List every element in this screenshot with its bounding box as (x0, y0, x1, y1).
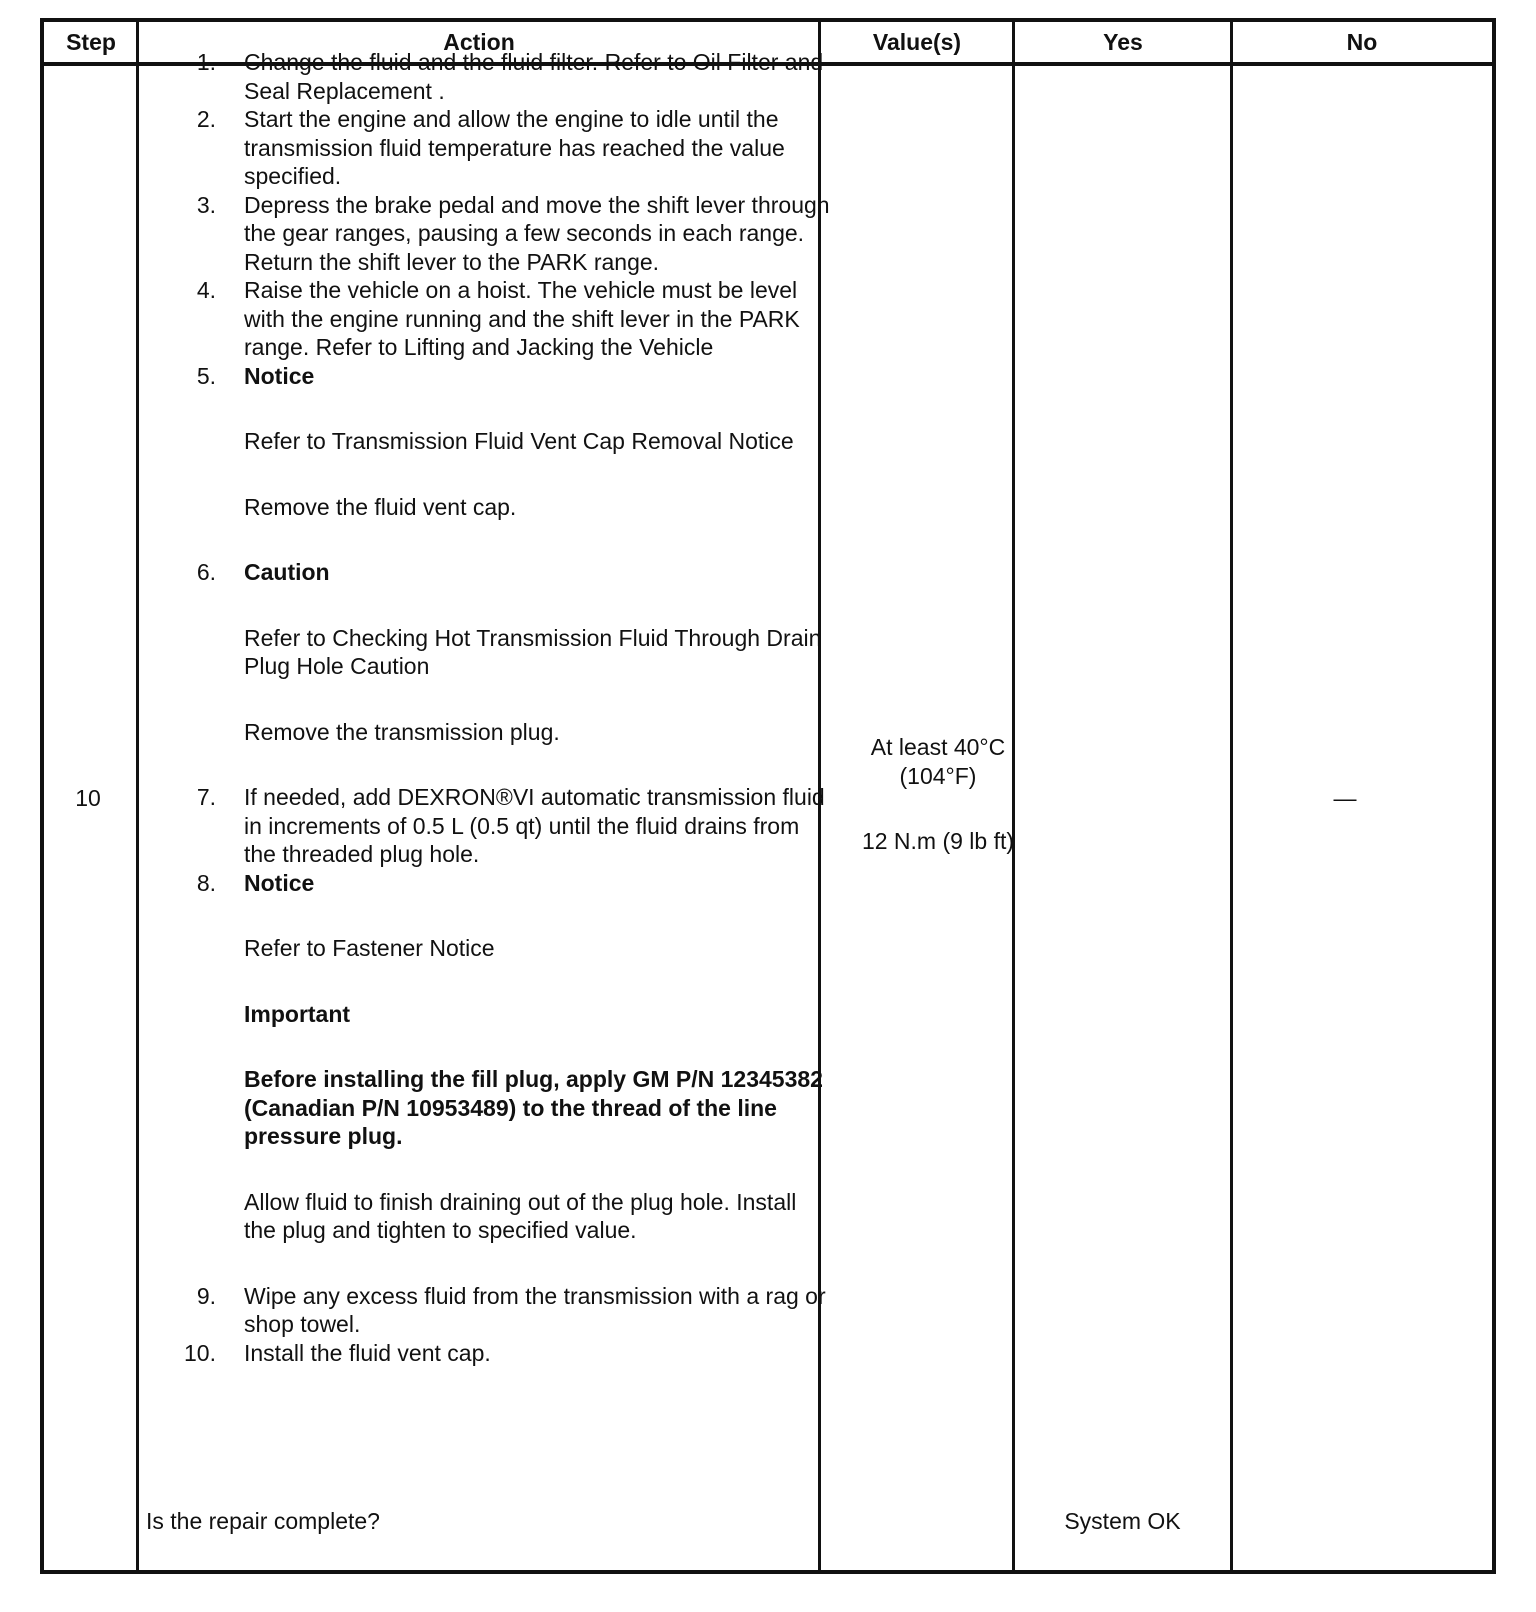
notice-heading: Notice (244, 362, 315, 389)
item-number: 5. (196, 362, 216, 389)
list-item (144, 362, 834, 559)
column-divider (1230, 22, 1233, 1570)
temperature-value: At least 40°C (104°F) (870, 734, 1006, 789)
item-text: Remove the fluid vent cap. (244, 493, 517, 520)
caution-heading: Caution (244, 559, 330, 585)
list-item (144, 48, 834, 105)
yes-result: System OK (1064, 1508, 1181, 1534)
no-result: — (1333, 785, 1357, 811)
list-item (144, 869, 834, 1282)
header-no: No (1346, 29, 1378, 55)
column-divider (136, 22, 139, 1570)
item-number: 9. (196, 1282, 216, 1309)
notice-reference: Refer to Fastener Notice (244, 935, 495, 961)
header-yes: Yes (1103, 29, 1143, 55)
item-text: Install the fluid vent cap. (244, 1339, 491, 1366)
item-number: 1. (196, 49, 216, 75)
item-text: Start the engine and allow the engine to idle until the transmission fluid temperature has reached the value specified. (244, 106, 785, 189)
list-item (144, 558, 834, 783)
question-text: Is the repair complete? (146, 1508, 380, 1534)
item-number: 2. (196, 106, 216, 132)
torque-value: 12 N.m (9 lb ft) (861, 828, 1015, 854)
item-number: 3. (196, 191, 216, 218)
header-step: Step (66, 29, 116, 55)
item-text: If needed, add DEXRON®VI automatic transmission fluid in increments of 0.5 L (0.5 qt) until the fluid drains from the threaded plug hole. (244, 784, 825, 867)
caution-reference: Refer to Checking Hot Transmission Fluid Through Drain Plug Hole Caution (244, 624, 822, 679)
item-number: 7. (196, 784, 216, 810)
list-item (144, 191, 834, 277)
notice-heading: Notice (244, 869, 315, 896)
list-item (144, 1282, 834, 1339)
item-text: Remove the transmission plug. (244, 718, 560, 745)
item-text: Allow fluid to finish draining out of the plug hole. Install the plug and tighten to specified value. (244, 1188, 797, 1243)
important-text: Before installing the fill plug, apply GM P/N 12345382 (Canadian P/N 10953489) to the thread of the line pressure plug. (244, 1066, 823, 1149)
item-number: 6. (196, 559, 216, 585)
step-list (144, 48, 834, 1367)
item-text: Raise the vehicle on a hoist. The vehicle must be level with the engine running and the shift lever in the PARK range. Refer to Lifting and Jacking the Vehicle (244, 277, 800, 360)
item-number: 10. (184, 1339, 216, 1366)
item-text: Change the fluid and the fluid filter. Refer to Oil Filter and Seal Replacement . (244, 49, 824, 104)
header-values: Value(s) (872, 29, 962, 55)
values-cell (838, 733, 1038, 856)
step-number: 10 (75, 785, 101, 811)
important-heading: Important (244, 1000, 351, 1027)
list-item (144, 783, 834, 869)
item-text: Wipe any excess fluid from the transmission with a rag or shop towel. (244, 1282, 826, 1337)
item-text: Depress the brake pedal and move the shift lever through the gear ranges, pausing a few seconds in each range. Return the shift lever to the PARK range. (244, 191, 830, 275)
item-number: 8. (196, 869, 216, 896)
list-item (144, 276, 834, 362)
item-number: 4. (196, 277, 216, 303)
notice-reference: Refer to Transmission Fluid Vent Cap Removal Notice (244, 428, 794, 454)
header-action: Action (443, 29, 515, 55)
list-item (144, 1339, 834, 1368)
action-cell (144, 48, 834, 1367)
list-item (144, 105, 834, 191)
